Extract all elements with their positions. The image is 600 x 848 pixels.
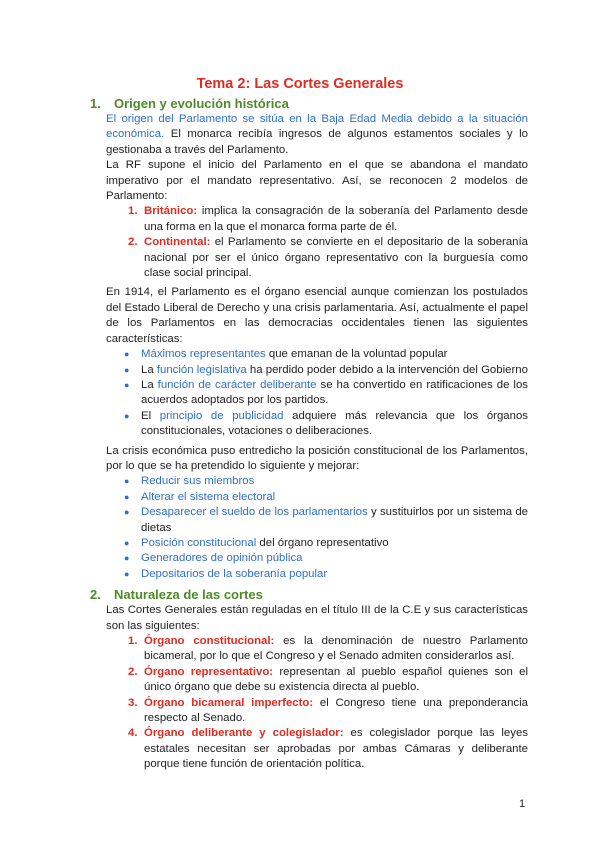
list-item (124, 490, 528, 505)
characteristics-list (106, 347, 528, 439)
highlight-text: función de carácter deliberante (157, 378, 317, 391)
item-number: 3. (128, 696, 138, 709)
list-item (128, 634, 528, 665)
paragraph-intro: Las Cortes Generales están reguladas en el título III de la C.E y sus características son las siguientes: (106, 604, 528, 632)
highlight-text: Desaparecer el sueldo de los parlamentarios (141, 506, 368, 519)
section-number: 2. (90, 587, 101, 603)
highlight-text: Máximos representantes (141, 348, 266, 361)
list-item (124, 567, 528, 582)
item-number: 1. (128, 205, 138, 218)
highlight-text: principio de publicidad (159, 409, 284, 422)
section-title: Naturaleza de las cortes (114, 587, 263, 603)
highlight-text: El origen del Parlamento se sitúa en la Baja Edad Media debido a la situación económica. (106, 113, 528, 141)
list-item: ● Desaparecer el sueldo de los parlamentarios y sustituirlos por un sistema de dietas (124, 505, 528, 536)
section-number: 1. (90, 96, 101, 111)
paragraph-1914: En 1914, el Parlamento es el órgano esencial aunque comienzan los postulados del Estado Liberal de Derecho y una crisis parlamentaria. Así, actualmente el papel de los Parlamentos en las democracias occidentales tienen las siguientes características: (106, 286, 528, 345)
bullet-icon: ● (124, 507, 130, 518)
item-term: Órgano constitucional: (144, 635, 275, 647)
bullet-icon: ● (124, 364, 130, 375)
bullet-icon: ● (124, 379, 130, 390)
list-item (124, 551, 528, 566)
list-item (128, 696, 528, 727)
item-text: es colegislador porque las leyes estatales necesitan ser aprobadas por ambas Cámaras y deliberante porque tiene función de orientación política. (144, 727, 528, 771)
paragraph-rf: La RF supone el inicio del Parlamento en el que se abandona el mandato imperativo por el mandato representativo. Así, se reconocen 2 modelos de Parlamento: (106, 159, 528, 203)
bullet-icon: ● (124, 476, 130, 487)
highlight-text: Reducir sus miembros (141, 475, 255, 488)
list-item (128, 235, 528, 281)
item-text: el Congreso tiene una preponderancia respecto al Senado. (144, 696, 528, 725)
item-number: 2. (128, 236, 138, 249)
list-item (128, 204, 528, 235)
bullet-icon: ● (124, 491, 130, 502)
item-term: Continental: (144, 236, 211, 249)
document-content (92, 95, 528, 773)
list-item (124, 474, 528, 489)
section-2-heading (90, 586, 528, 603)
highlight-text: Posición constitucional (141, 536, 257, 549)
highlight-text: Generadores de opinión pública (141, 552, 303, 565)
item-number: 1. (128, 635, 138, 647)
list-item: ● La función de carácter deliberante se ha convertido en ratificaciones de los acuerdos adoptados por los partidos. (124, 378, 528, 409)
features-list (106, 634, 528, 773)
item-text: el Parlamento se convierte en el depositario de la soberanía nacional por ser el único órgano representativo con la burguesía como clase social principal. (144, 236, 528, 280)
section-2-body (106, 603, 528, 772)
page-title: Tema 2: Las Cortes Generales (196, 76, 404, 92)
bullet-icon: ● (124, 537, 130, 548)
bullet-icon: ● (124, 568, 130, 579)
item-term: Órgano bicameral imperfecto: (144, 696, 314, 709)
list-item: ● El principio de publicidad adquiere más relevancia que los órganos constitucionales, votaciones o deliberaciones. (124, 409, 528, 440)
item-number: 4. (128, 727, 138, 740)
improvements-list (106, 474, 528, 582)
list-item: ● Máximos representantes que emanan de la voluntad popular (124, 347, 528, 362)
highlight-text: función legislativa (156, 363, 247, 376)
item-term: Británico: (144, 205, 198, 218)
list-item: ● Posición constitucional del órgano representativo (124, 536, 528, 551)
bullet-icon: ● (124, 410, 130, 421)
paragraph-text: El monarca recibía ingresos de algunos estamentos sociales y lo gestionaba a través del Parlamento. (106, 128, 528, 156)
highlight-text: Depositarios de la soberanía popular (141, 567, 328, 580)
models-list (106, 204, 528, 281)
item-number: 2. (128, 665, 138, 678)
item-term: Órgano deliberante y colegislador: (144, 727, 344, 740)
section-title: Origen y evolución histórica (114, 96, 289, 111)
item-term: Órgano representativo: (144, 665, 274, 678)
paragraph-crisis: La crisis económica puso entredicho la posición constitucional de los Parlamentos, por lo que se ha pretendido lo siguiente y mejorar: (106, 444, 528, 472)
list-item (128, 726, 528, 772)
highlight-text: Alterar el sistema electoral (141, 490, 276, 503)
bullet-icon: ● (124, 349, 130, 360)
section-1-body (106, 112, 528, 582)
list-item: ● La función legislativa ha perdido poder debido a la intervención del Gobierno (124, 363, 528, 378)
bullet-icon: ● (124, 553, 130, 564)
item-text: es la denominación de nuestro Parlamento bicameral, por lo que el Congreso y el Senado admiten considerarlos así. (144, 635, 528, 663)
section-1-heading (90, 95, 528, 112)
item-text: representan al pueblo español quienes son el único órgano que debe su existencia directa al pueblo. (144, 665, 529, 694)
paragraph-origin (106, 112, 528, 158)
page-number: 1 (519, 798, 526, 810)
item-text: implica la consagración de la soberanía del Parlamento desde una forma en la que el monarca forma parte de él. (144, 205, 528, 233)
list-item (128, 665, 528, 696)
